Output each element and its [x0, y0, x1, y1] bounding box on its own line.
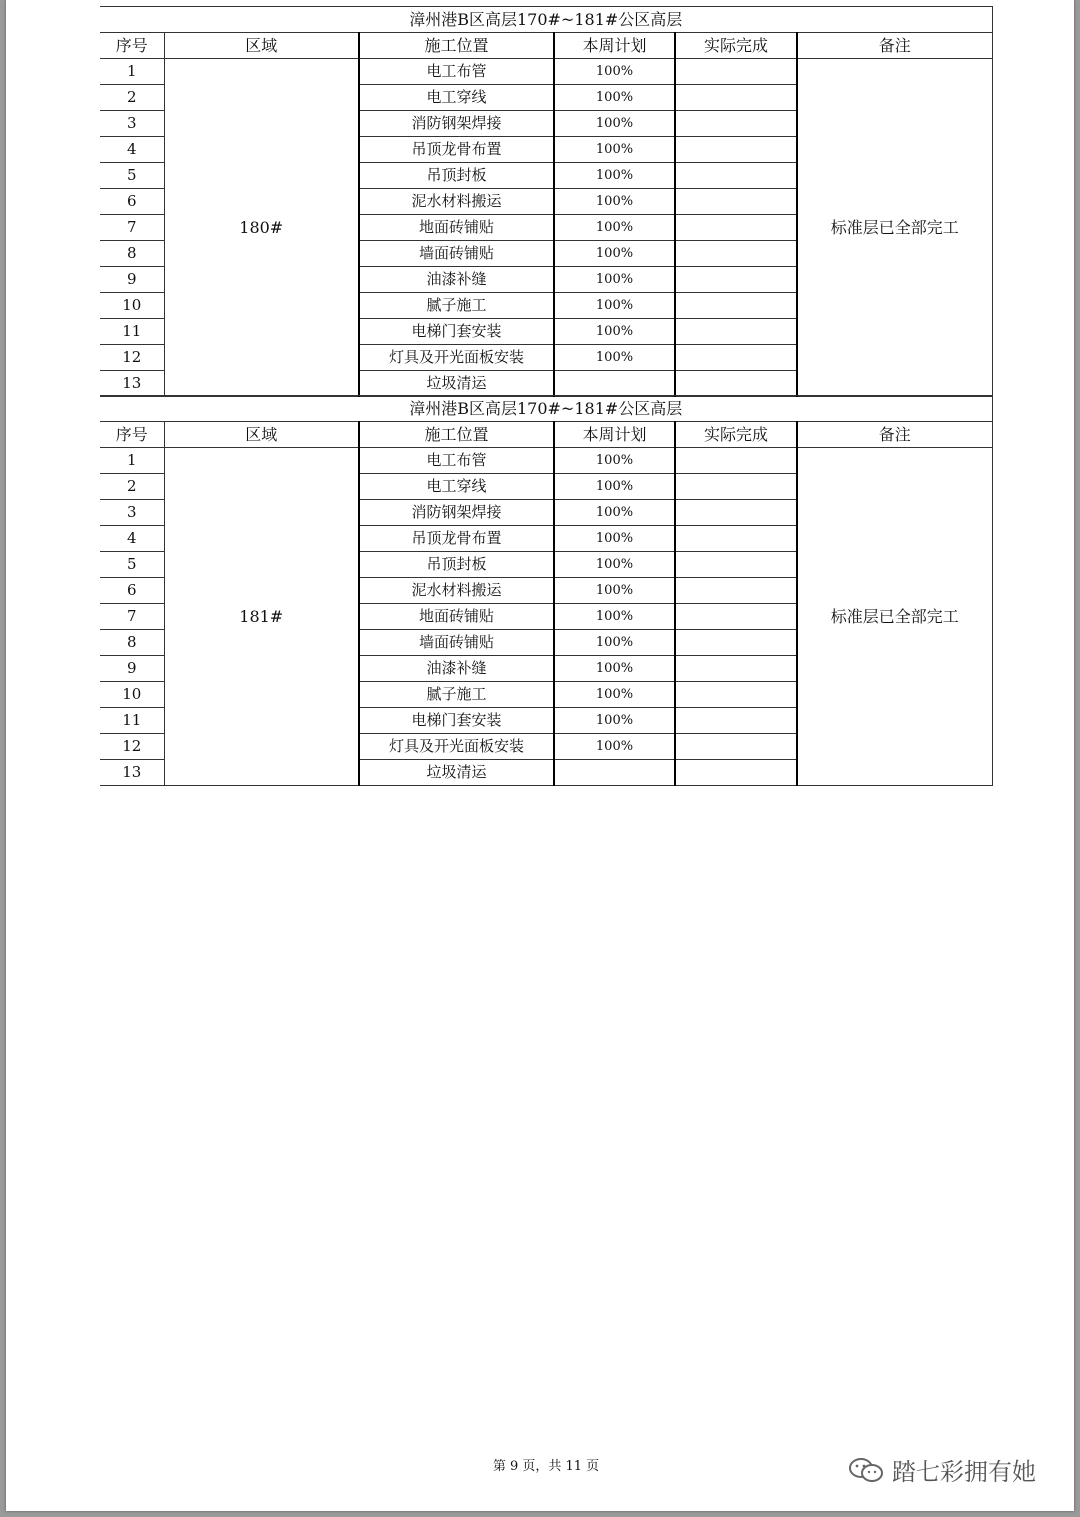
row-plan: 100%: [554, 448, 675, 474]
row-position: 电工布管: [359, 448, 554, 474]
row-position: 地面砖铺贴: [359, 215, 554, 241]
header-note: 备注: [797, 33, 992, 59]
row-actual: [675, 604, 797, 630]
header-position: 施工位置: [359, 33, 554, 59]
row-seq: 4: [100, 526, 164, 552]
row-actual: [675, 734, 797, 760]
row-plan: 100%: [554, 682, 675, 708]
row-actual: [675, 85, 797, 111]
header-area: 区域: [164, 422, 359, 448]
row-seq: 10: [100, 293, 164, 319]
row-position: 灯具及开光面板安装: [359, 734, 554, 760]
row-plan: 100%: [554, 708, 675, 734]
header-actual: 实际完成: [675, 33, 797, 59]
row-seq: 2: [100, 85, 164, 111]
header-position: 施工位置: [359, 422, 554, 448]
row-position: 腻子施工: [359, 682, 554, 708]
row-seq: 12: [100, 345, 164, 371]
row-plan: 100%: [554, 59, 675, 85]
row-seq: 9: [100, 656, 164, 682]
document-page: [6, 0, 1074, 1511]
row-position: 地面砖铺贴: [359, 604, 554, 630]
table-row: [100, 59, 992, 85]
row-plan: 100%: [554, 630, 675, 656]
header-note: 备注: [797, 422, 992, 448]
row-position: 吊顶封板: [359, 163, 554, 189]
row-plan: 100%: [554, 500, 675, 526]
row-actual: [675, 137, 797, 163]
row-position: 消防钢架焊接: [359, 111, 554, 137]
row-plan: 100%: [554, 656, 675, 682]
row-seq: 11: [100, 319, 164, 345]
row-plan: 100%: [554, 552, 675, 578]
note-cell: 标准层已全部完工: [797, 448, 992, 786]
header-plan: 本周计划: [554, 422, 675, 448]
row-seq: 4: [100, 137, 164, 163]
row-actual: [675, 656, 797, 682]
row-position: 电工布管: [359, 59, 554, 85]
row-plan: 100%: [554, 293, 675, 319]
row-actual: [675, 371, 797, 397]
page-footer: 第 9 页，共 11 页: [492, 1459, 600, 1474]
row-plan: 100%: [554, 267, 675, 293]
row-seq: 5: [100, 163, 164, 189]
row-seq: 8: [100, 630, 164, 656]
row-seq: 8: [100, 241, 164, 267]
row-actual: [675, 111, 797, 137]
row-actual: [675, 189, 797, 215]
row-seq: 1: [100, 59, 164, 85]
table-title: 漳州港B区高层170#~181#公区高层: [100, 396, 992, 422]
row-plan: 100%: [554, 474, 675, 500]
row-seq: 3: [100, 500, 164, 526]
row-position: 吊顶龙骨布置: [359, 137, 554, 163]
row-position: 电梯门套安装: [359, 319, 554, 345]
row-position: 垃圾清运: [359, 371, 554, 397]
row-position: 泥水材料搬运: [359, 578, 554, 604]
table-title-row: [100, 7, 992, 33]
row-actual: [675, 474, 797, 500]
row-position: 电梯门套安装: [359, 708, 554, 734]
row-position: 灯具及开光面板安装: [359, 345, 554, 371]
row-position: 吊顶封板: [359, 552, 554, 578]
row-seq: 10: [100, 682, 164, 708]
row-actual: [675, 500, 797, 526]
row-plan: 100%: [554, 111, 675, 137]
row-seq: 9: [100, 267, 164, 293]
row-actual: [675, 267, 797, 293]
row-actual: [675, 760, 797, 786]
row-seq: 1: [100, 448, 164, 474]
row-position: 消防钢架焊接: [359, 500, 554, 526]
watermark: [848, 1452, 1036, 1487]
schedule-table: [100, 395, 993, 786]
row-position: 腻子施工: [359, 293, 554, 319]
row-actual: [675, 59, 797, 85]
row-seq: 7: [100, 604, 164, 630]
header-plan: 本周计划: [554, 33, 675, 59]
row-seq: 6: [100, 578, 164, 604]
row-seq: 13: [100, 760, 164, 786]
row-seq: 13: [100, 371, 164, 397]
row-actual: [675, 526, 797, 552]
row-actual: [675, 241, 797, 267]
row-actual: [675, 708, 797, 734]
row-plan: 100%: [554, 345, 675, 371]
row-position: 油漆补缝: [359, 267, 554, 293]
row-seq: 11: [100, 708, 164, 734]
table-row: [100, 448, 992, 474]
row-position: 油漆补缝: [359, 656, 554, 682]
table-title-row: [100, 396, 992, 422]
row-position: 垃圾清运: [359, 760, 554, 786]
row-actual: [675, 552, 797, 578]
row-actual: [675, 293, 797, 319]
row-position: 泥水材料搬运: [359, 189, 554, 215]
row-plan: 100%: [554, 526, 675, 552]
header-seq: 序号: [100, 33, 164, 59]
row-position: 墙面砖铺贴: [359, 630, 554, 656]
table-title: 漳州港B区高层170#~181#公区高层: [100, 7, 992, 33]
row-plan: 100%: [554, 137, 675, 163]
note-cell: 标准层已全部完工: [797, 59, 992, 397]
row-actual: [675, 682, 797, 708]
row-seq: 6: [100, 189, 164, 215]
row-actual: [675, 448, 797, 474]
row-plan: 100%: [554, 578, 675, 604]
header-area: 区域: [164, 33, 359, 59]
row-seq: 3: [100, 111, 164, 137]
row-plan: 100%: [554, 215, 675, 241]
wechat-icon: [848, 1457, 884, 1483]
table-header-row: [100, 33, 992, 59]
row-actual: [675, 163, 797, 189]
table-header-row: [100, 422, 992, 448]
watermark-text: 踏七彩拥有她: [892, 1458, 1036, 1486]
row-plan: [554, 371, 675, 397]
row-actual: [675, 630, 797, 656]
row-plan: [554, 760, 675, 786]
area-cell: 180#: [164, 59, 359, 397]
row-position: 墙面砖铺贴: [359, 241, 554, 267]
header-actual: 实际完成: [675, 422, 797, 448]
row-plan: 100%: [554, 241, 675, 267]
row-plan: 100%: [554, 319, 675, 345]
row-seq: 5: [100, 552, 164, 578]
row-seq: 2: [100, 474, 164, 500]
header-seq: 序号: [100, 422, 164, 448]
area-cell: 181#: [164, 448, 359, 786]
row-actual: [675, 319, 797, 345]
schedule-table: [100, 6, 993, 397]
row-plan: 100%: [554, 85, 675, 111]
row-position: 电工穿线: [359, 474, 554, 500]
row-actual: [675, 345, 797, 371]
row-seq: 7: [100, 215, 164, 241]
row-actual: [675, 578, 797, 604]
row-plan: 100%: [554, 189, 675, 215]
row-plan: 100%: [554, 604, 675, 630]
row-seq: 12: [100, 734, 164, 760]
row-plan: 100%: [554, 163, 675, 189]
row-position: 吊顶龙骨布置: [359, 526, 554, 552]
row-position: 电工穿线: [359, 85, 554, 111]
row-plan: 100%: [554, 734, 675, 760]
row-actual: [675, 215, 797, 241]
